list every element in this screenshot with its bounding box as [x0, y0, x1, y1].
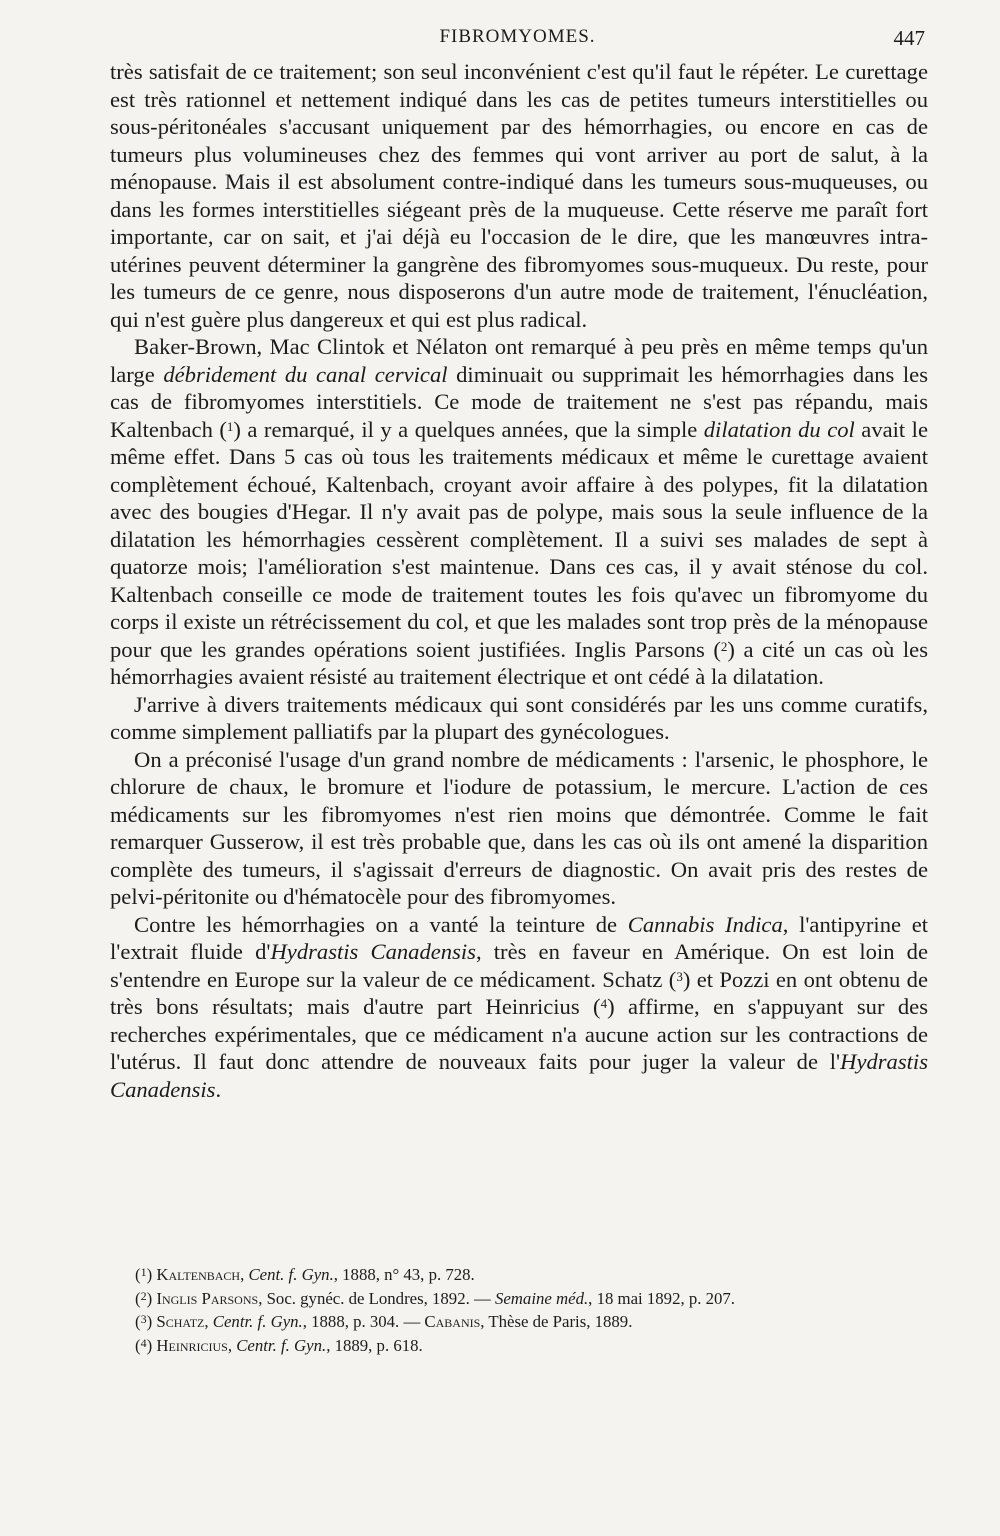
footnotes: [135, 1262, 935, 1356]
running-title: FIBROMYOMES.: [439, 26, 596, 47]
paragraph-2-text: Baker-Brown, Mac Clintok et Nélaton ont remarqué à peu près en même temps qu'un large: [110, 334, 928, 387]
paragraph-2-italic: débridement du canal cervical: [163, 361, 448, 387]
footnote-ref: 2: [720, 638, 728, 654]
footnote-text: , 1889, p. 618.: [326, 1335, 423, 1355]
footnote-journal: Centr. f. Gyn.: [236, 1335, 327, 1355]
paragraph-5-text: ) et Pozzi en ont obtenu de très bons résultats; mais d'autre part Heinricius (: [110, 966, 928, 1019]
footnote-ref: 4: [600, 996, 608, 1011]
paragraph-2: [110, 333, 928, 691]
paragraph-2-text: ) a remarqué, il y a quelques années, que la simple: [233, 416, 704, 442]
paragraph-5-italic: Cannabis Indica: [627, 911, 783, 937]
paragraph-5-text: ) affirme, en s'appuyant sur des recherches expérimentales, que ce médicament n'a aucune action sur les contractions de l'utérus. Il faut donc attendre de nouveaux faits pour juger la valeur de l': [110, 994, 928, 1074]
footnote-journal: Centr. f. Gyn.: [212, 1312, 303, 1331]
paragraph-1: très satisfait de ce traitement; son seul inconvénient c'est qu'il faut le répéter. Le curettage est très rationnel et nettement indiqué dans les cas de petites tumeurs interstitielles ou sous-péritonéales s'accusant uniquement par des hémorrhagies, ou encore en cas de tumeurs plus volumineuses chez des femmes qui vont arriver au port de salut, à la ménopause. Mais il est absolument contre-indiqué dans les tumeurs sous-muqueuses, ou dans les formes interstitielles siégeant près de la muqueuse. Cette réserve me paraît fort importante, car on sait, et j'ai déjà eu l'occasion de le dire, que les manœuvres intra-utérines peuvent déterminer la gangrène des fibromyomes sous-muqueux. Du reste, pour les tumeurs de ce genre, nous disposerons d'un autre mode de traitement, l'énucléation, qui n'est guère plus dangereux et qui est plus radical.: [110, 59, 928, 332]
footnote-2: ($^2$) Inglis Parsons, Soc. gynéc. de Londres, 1892. — Semaine méd., 18 mai 1892, p. 207.: [135, 1288, 735, 1308]
footnote-journal: Semaine méd.: [494, 1288, 589, 1308]
footnote-mark: 4: [140, 1335, 147, 1350]
footnote-author: Kaltenbach: [156, 1265, 241, 1284]
page-number: 447: [893, 26, 925, 50]
footnote-text: , 1888, p. 304. —: [302, 1312, 425, 1331]
footnote-mark: 2: [140, 1288, 147, 1303]
footnote-ref: 1: [226, 418, 234, 434]
paragraph-5-italic: Hydrastis Canadensis: [270, 939, 476, 964]
footnote-ref: 3: [676, 968, 683, 984]
footnote-mark: 3: [140, 1312, 147, 1326]
paragraph-5-text: , l'antipyrine et l'extrait fluide d': [110, 911, 929, 964]
footnote-1: ($^1$) Kaltenbach, Cent. f. Gyn., 1888, n° 43, p. 728.: [135, 1265, 475, 1284]
paragraph-5-text: Contre les hémorrhagies on a vanté la teinture de: [134, 911, 628, 937]
footnote-4: ($^4$) Heinricius, Centr. f. Gyn., 1889, p. 618.: [135, 1335, 423, 1355]
footnote-text: , Thèse de Paris, 1889.: [480, 1312, 633, 1331]
footnote-author: Inglis Parsons: [156, 1288, 259, 1308]
footnote-mark: 1: [140, 1265, 147, 1279]
paragraph-5-italic: Hydrastis Canadensis: [110, 1049, 928, 1102]
body-text: [110, 58, 928, 1103]
footnote-journal: Cent. f. Gyn.: [248, 1265, 334, 1284]
paragraph-5-text: , très en faveur en Amérique. On est loin de s'entendre en Europe sur la valeur de ce médicament. Schatz (: [110, 939, 928, 992]
footnote-text: , 18 mai 1892, p. 207.: [588, 1288, 735, 1308]
footnote-author: Schatz: [156, 1312, 205, 1331]
footnote-text: , Soc. gynéc. de Londres, 1892. —: [258, 1288, 495, 1308]
paragraph-2-text: diminuait ou supprimait les hémorrhagies dans les cas de fibromyomes interstitiels. Ce mode de traitement ne s'est pas répandu, mais Kaltenbach (: [110, 361, 928, 442]
paragraph-5: [110, 911, 928, 1104]
footnote-author: Cabanis: [424, 1312, 481, 1331]
footnote-author: Heinricius: [156, 1335, 228, 1355]
paragraph-5-text: .: [215, 1076, 222, 1102]
paragraph-3: J'arrive à divers traitements médicaux qui sont considérés par les uns comme curatifs, comme simplement palliatifs par la plupart des gynécologues.: [110, 691, 928, 744]
paragraph-2-text: ) a cité un cas où les hémorrhagies avaient résisté au traitement électrique et ont cédé à la dilatation.: [110, 636, 928, 689]
paragraph-2-text: avait le même effet. Dans 5 cas où tous les traitements médicaux et même le curettage avaient complètement échoué, Kaltenbach, croyant avoir affaire à des polypes, fit la dilatation avec des bougies d'Hegar. Il n'y avait pas de polype, mais sous la seule influence de la dilatation les hémorrhagies cessèrent complètement. Il a suivi ses malades de sept à quatorze mois; l'amélioration s'est maintenue. Dans ces cas, il y avait sténose du col. Kaltenbach conseille ce mode de traitement toutes les fois qu'avec un fibromyome du corps il existe un rétrécissement du col, et que les malades sont trop près de la ménopause pour que les grandes opérations soient justifiées. Inglis Parsons (: [110, 416, 928, 662]
paragraph-4: On a préconisé l'usage d'un grand nombre de médicaments : l'arsenic, le phosphore, le chlorure de chaux, le bromure et l'iodure de potassium, le mercure. L'action de ces médicaments sur les fibromyomes n'est rien moins que démontrée. Comme le fait remarquer Gusserow, il est très probable que, dans les cas où ils ont amené la disparition complète des tumeurs, il s'agissait d'erreurs de diagnostic. On avait pris des restes de pelvi-péritonite ou d'hématocèle pour des fibromyomes.: [110, 746, 928, 909]
running-head: [110, 26, 925, 56]
paragraph-2-italic: dilatation du col: [703, 416, 855, 442]
footnote-3: ($^3$) Schatz, Centr. f. Gyn., 1888, p. 304. — Cabanis, Thèse de Paris, 1889.: [135, 1312, 633, 1331]
footnote-text: , 1888, n° 43, p. 728.: [333, 1265, 475, 1284]
